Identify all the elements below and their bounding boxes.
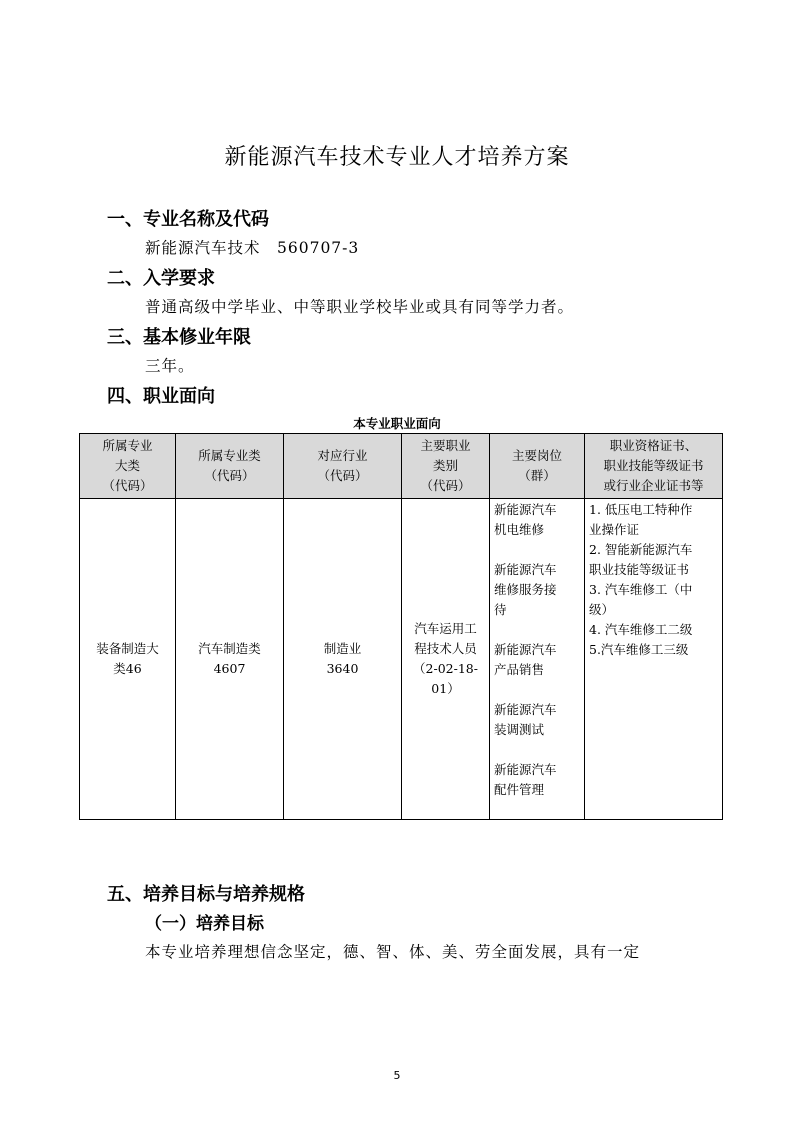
table-header-row [80, 434, 723, 499]
subsection-heading: （一）培养目标 [145, 914, 264, 934]
certificate-item: 3. 汽车维修工（中 级） [589, 582, 693, 617]
cell-category: 装备制造大 类46 [80, 499, 176, 820]
position-item: 新能源汽车 机电维修 [494, 502, 557, 537]
cell-major-class: 汽车制造类 4607 [176, 499, 284, 820]
cell-positions [490, 499, 585, 820]
position-item: 新能源汽车 配件管理 [494, 762, 557, 797]
certificate-item: 2. 智能新能源汽车 职业技能等级证书 [589, 542, 693, 577]
cell-occupation: 汽车运用工 程技术人员 （2-02-18- 01） [402, 499, 490, 820]
certificate-item: 1. 低压电工特种作 业操作证 [589, 502, 693, 537]
document-title: 新能源汽车技术专业人才培养方案 [224, 145, 570, 170]
table-caption: 本专业职业面向 [353, 416, 441, 431]
position-item: 新能源汽车 装调测试 [494, 702, 557, 737]
section-heading-5: 五、培养目标与培养规格 [107, 884, 305, 905]
position-item: 新能源汽车 维修服务接 待 [494, 562, 557, 617]
occupation-table [79, 433, 723, 820]
table-row [80, 499, 723, 820]
header-certificates: 职业资格证书、 职业技能等级证书 或行业企业证书等 [585, 434, 723, 499]
section-heading-2: 二、入学要求 [107, 268, 215, 289]
subsection-text: 本专业培养理想信念坚定，德、智、体、美、劳全面发展，具有一定 [145, 943, 641, 961]
certificate-item: 5.汽车维修工三级 [589, 642, 689, 657]
header-major-class: 所属专业类 （代码） [176, 434, 284, 499]
header-category: 所属专业 大类 （代码） [80, 434, 176, 499]
cell-certificates [585, 499, 723, 820]
page-number: 5 [393, 1069, 401, 1082]
header-occupation: 主要职业 类别 （代码） [402, 434, 490, 499]
section-heading-1: 一、专业名称及代码 [107, 209, 269, 230]
section-heading-3: 三、基本修业年限 [107, 327, 251, 348]
section-text-1: 新能源汽车技术 560707-3 [145, 239, 360, 257]
section-text-2: 普通高级中学毕业、中等职业学校毕业或具有同等学力者。 [145, 298, 575, 316]
cell-industry: 制造业 3640 [284, 499, 402, 820]
certificate-item: 4. 汽车维修工二级 [589, 622, 693, 637]
header-positions: 主要岗位 （群） [490, 434, 585, 499]
header-industry: 对应行业 （代码） [284, 434, 402, 499]
position-item: 新能源汽车 产品销售 [494, 642, 557, 677]
section-text-3: 三年。 [145, 357, 195, 375]
section-heading-4: 四、职业面向 [107, 386, 215, 407]
